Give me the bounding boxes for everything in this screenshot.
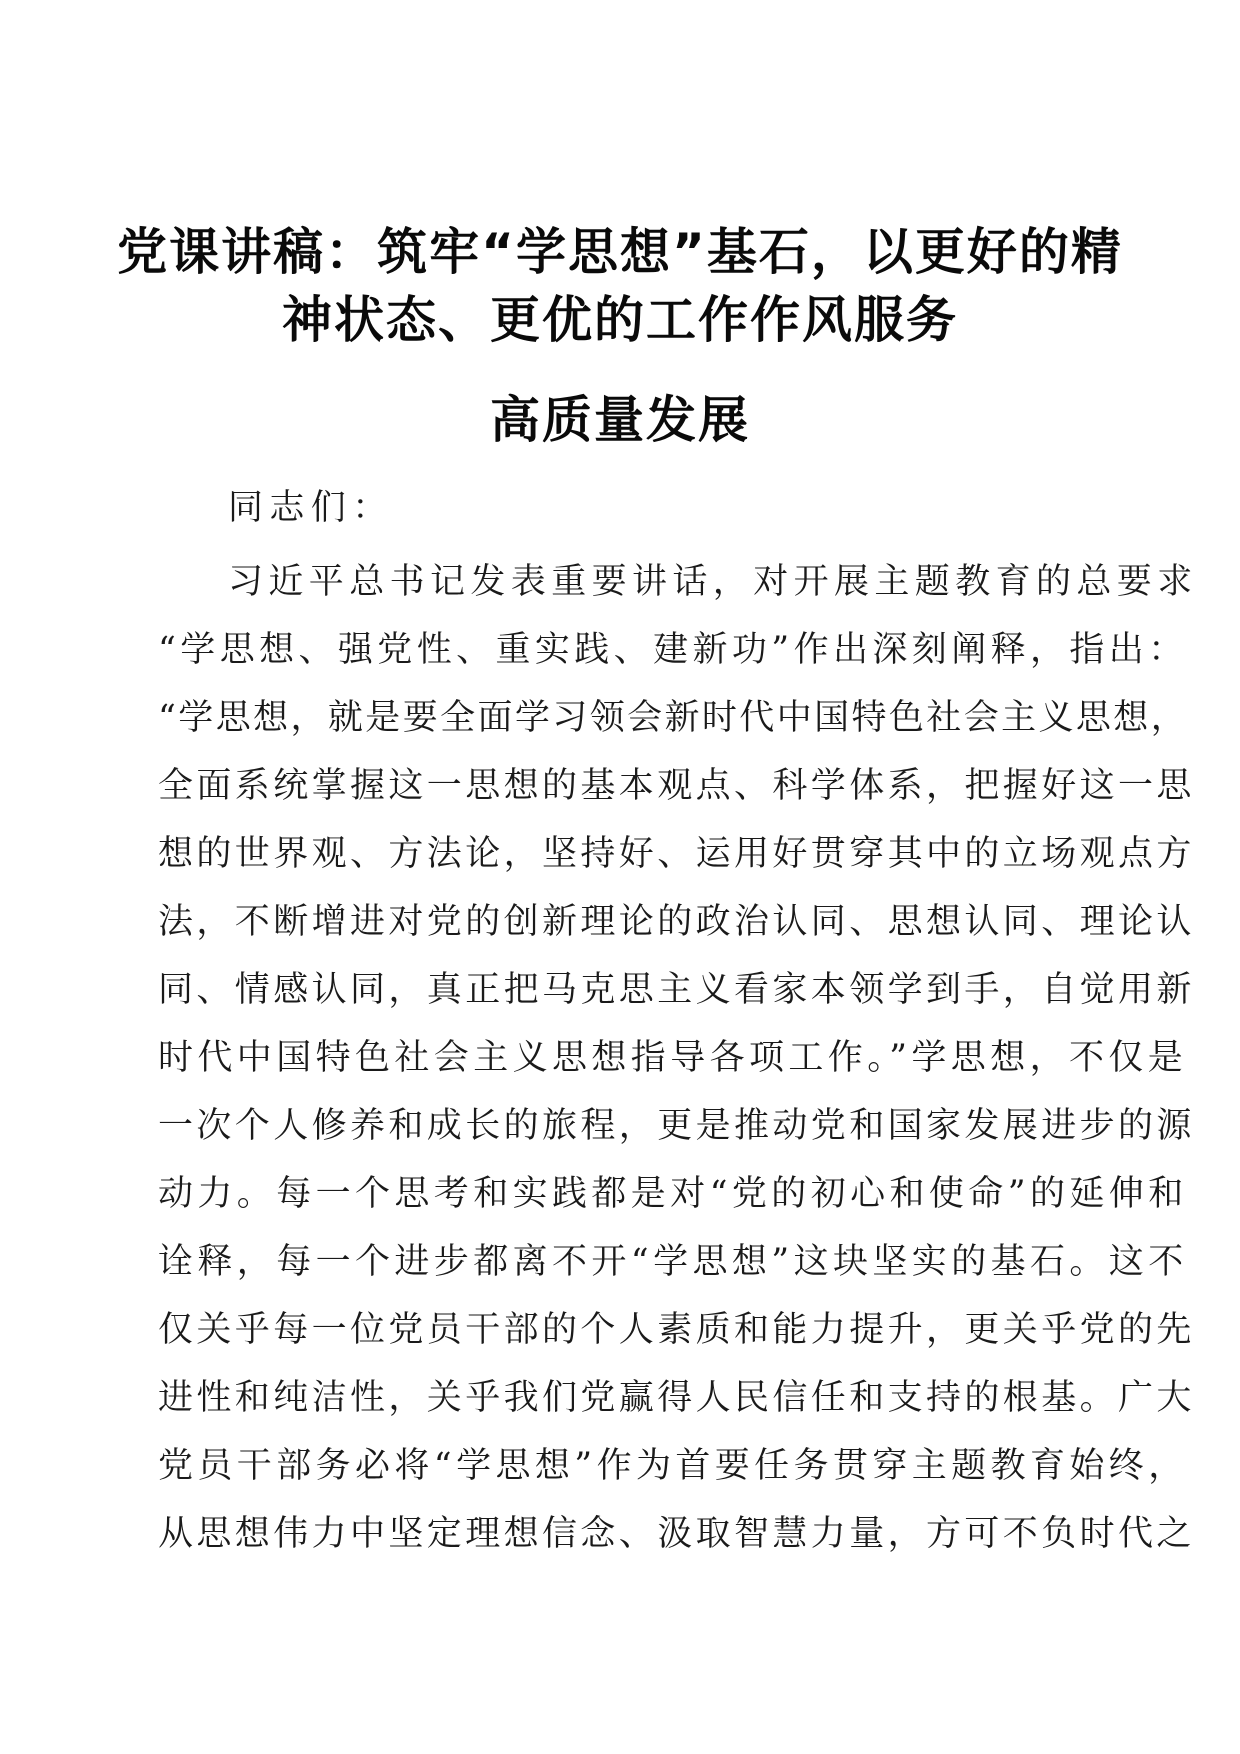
title-line-2: 神状态、更优的工作作风服务 [282, 291, 958, 349]
salutation: 同志们： [228, 488, 394, 528]
body-line: 从思想伟力中坚定理想信念、汲取智慧力量，方可不负时代之 [158, 1514, 1195, 1554]
body-line: 习近平总书记发表重要讲话，对开展主题教育的总要求 [228, 562, 1198, 602]
body-line: 全面系统掌握这一思想的基本观点、科学体系，把握好这一思 [158, 766, 1195, 806]
body-line: 动力。每一个思考和实践都是对“党的初心和使命”的延伸和 [158, 1174, 1188, 1214]
body-line: “学思想，就是要全面学习领会新时代中国特色社会主义思想， [158, 698, 1189, 738]
body-line: 诠释，每一个进步都离不开“学思想”这块坚实的基石。这不 [158, 1242, 1188, 1282]
title-line-1: 党课讲稿：筑牢“学思想”基石，以更好的精 [117, 223, 1123, 281]
body-line: 时代中国特色社会主义思想指导各项工作。”学思想，不仅是 [158, 1038, 1188, 1078]
body-line: 同、情感认同，真正把马克思主义看家本领学到手，自觉用新 [158, 970, 1195, 1010]
body-line: 仅关乎每一位党员干部的个人素质和能力提升，更关乎党的先 [158, 1310, 1195, 1350]
body-line: 想的世界观、方法论，坚持好、运用好贯穿其中的立场观点方 [158, 834, 1195, 874]
body-line: 进性和纯洁性，关乎我们党赢得人民信任和支持的根基。广大 [158, 1378, 1195, 1418]
body-line: 一次个人修养和成长的旅程，更是推动党和国家发展进步的源 [158, 1106, 1195, 1146]
body-line: 法，不断增进对党的创新理论的政治认同、思想认同、理论认 [158, 902, 1195, 942]
body-line: “学思想、强党性、重实践、建新功”作出深刻阐释，指出： [158, 630, 1188, 670]
body-line: 党员干部务必将“学思想”作为首要任务贯穿主题教育始终， [158, 1446, 1188, 1486]
title-line-3: 高质量发展 [490, 391, 750, 449]
